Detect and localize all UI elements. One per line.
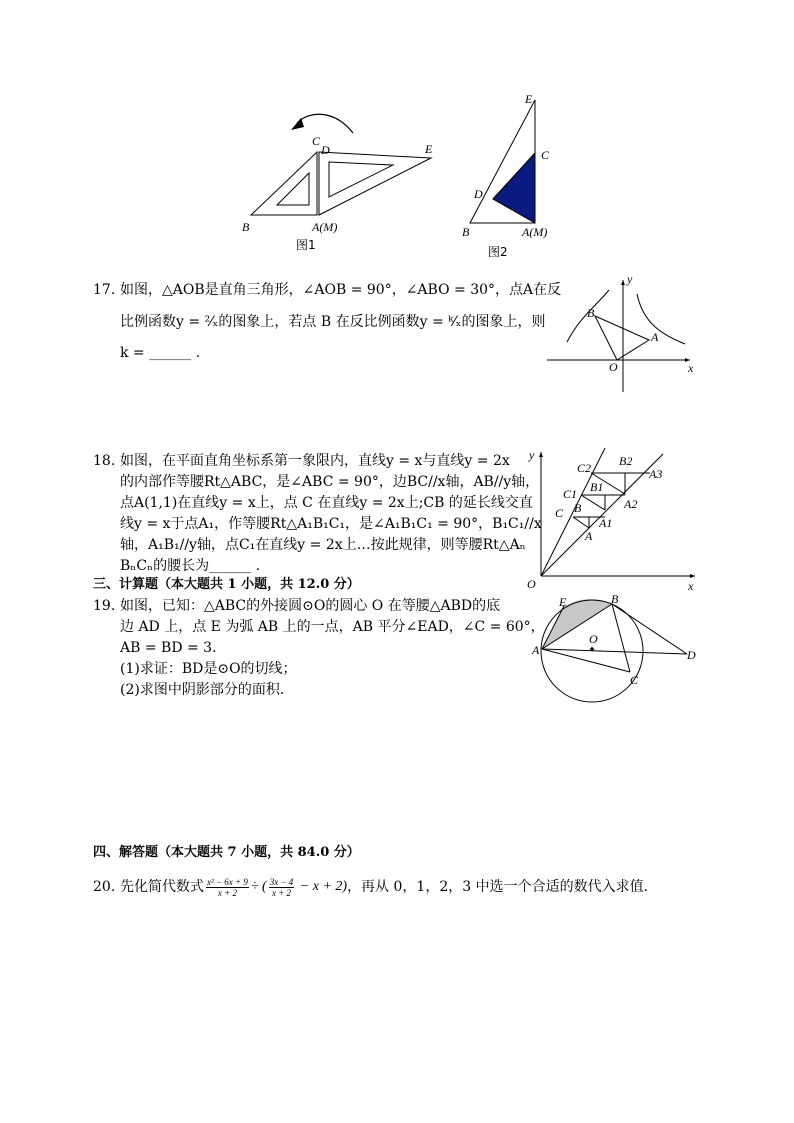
q20-text-after: ，再从 0，1，2，3 中选一个合适的数代入求值． xyxy=(347,879,658,895)
figure-q18 xyxy=(525,448,700,588)
q18-line-5: 轴，A₁B₁//y轴，点C₁在直线y = 2x上…按此规律，则等腰Rt△Aₙ xyxy=(120,537,526,553)
q17-fig-label-b: B xyxy=(587,306,595,320)
q19-line-4: (1)求证：BD是⊙O的切线； xyxy=(120,661,297,677)
q17-fig-label-a: A xyxy=(651,330,659,344)
q18-fig-label-y: y xyxy=(529,448,535,462)
q19-line-2: 边 AD 上，点 E 为弧 AB 上的一点，AB 平分∠EAD，∠C = 60°， xyxy=(120,619,545,635)
q18-fig-label-a1: A1 xyxy=(599,516,613,530)
q20-frac2-denominator: x + 2 xyxy=(271,887,292,898)
q17-line-2: 比例函数y = ²⁄ₓ的图象上，若点 B 在反比例函数y = ᵏ⁄ₓ的图象上，则 xyxy=(120,314,546,330)
q17-line-3: k = ______ . xyxy=(120,345,201,361)
fig2-label-e: E xyxy=(525,92,533,106)
q20-fraction-1 xyxy=(206,877,249,898)
q18-fig-label-a: A xyxy=(585,529,593,543)
fig1-label-b: B xyxy=(242,220,250,234)
q17-line-1: 如图，△AOB是直角三角形，∠AOB = 90°，∠ABO = 30°，点A在反 xyxy=(120,282,562,298)
q18-line-6: BₙCₙ的腰长为______ . xyxy=(120,558,261,574)
q20-frac1-numerator: x² − 6x + 9 xyxy=(207,876,248,887)
q19-fig-label-b: B xyxy=(611,592,619,606)
q19-fig-label-e: E xyxy=(559,595,567,609)
q18-fig-label-c1: C1 xyxy=(563,487,578,501)
figure-1 xyxy=(235,105,440,255)
figure-q19 xyxy=(532,594,702,704)
q17-fig-label-x: x xyxy=(688,361,694,375)
fig1-caption: 图1 xyxy=(296,238,316,252)
q19-line-5: (2)求图中阴影部分的面积． xyxy=(120,682,294,698)
fig1-label-am: A(M) xyxy=(312,220,338,234)
q18-fig-label-b: B xyxy=(574,501,582,515)
q19-fig-label-c: C xyxy=(630,673,639,687)
q20-text-before: 先化简代数式 xyxy=(120,879,204,895)
q19-number: 19. xyxy=(93,598,116,614)
q19-fig-label-o: O xyxy=(589,632,598,646)
q19-line-1: 如图，已知：△ABC的外接圆⊙O的圆心 O 在等腰△ABD的底 xyxy=(120,598,501,614)
q18-fig-label-x: x xyxy=(688,579,694,593)
q17-number: 17. xyxy=(93,282,116,298)
q19-fig-label-d: D xyxy=(687,648,696,662)
q18-fig-label-c: C xyxy=(555,506,564,520)
q20-fraction-2 xyxy=(269,877,295,898)
q18-fig-label-b2: B2 xyxy=(619,454,633,468)
q18-line-2: 的内部作等腰Rt△ABC，是∠ABC = 90°，边BC//x轴，AB//y轴， xyxy=(120,474,540,490)
q18-fig-label-o: O xyxy=(527,577,536,591)
fig1-label-d: D xyxy=(321,143,330,157)
q18-fig-label-a3: A3 xyxy=(649,467,663,481)
q18-line-3: 点A(1,1)在直线y = x上，点 C 在直线y = 2x上;CB 的延长线交直 xyxy=(120,495,533,511)
q20-number: 20. xyxy=(93,879,116,895)
q20-operator: ÷ ( xyxy=(250,879,267,894)
fig2-caption: 图2 xyxy=(488,245,508,259)
fig2-label-c: C xyxy=(541,148,550,162)
fig2-label-d: D xyxy=(474,187,483,201)
fig2-label-b: B xyxy=(462,225,470,239)
figure-2 xyxy=(465,95,565,230)
figure-q17 xyxy=(545,272,700,397)
q19-line-3: AB = BD = 3． xyxy=(120,640,227,656)
q18-line-4: 线y = x于点A₁，作等腰Rt△A₁B₁C₁，是∠A₁B₁C₁ = 90°，B₁C₁//x xyxy=(120,516,542,532)
fig1-label-e: E xyxy=(425,142,433,156)
q17-fig-label-y: y xyxy=(627,272,633,286)
q18-fig-label-c2: C2 xyxy=(577,461,592,475)
q18-fig-label-b1: B1 xyxy=(590,480,604,494)
fig1-label-c: C xyxy=(312,134,321,148)
section-3-heading: 三、计算题（本大题共 1 小题，共 12.0 分） xyxy=(93,577,360,592)
q20-tail-expression: − x + 2) xyxy=(296,879,348,894)
q20-frac1-denominator: x + 2 xyxy=(217,887,237,898)
q20-row xyxy=(93,872,658,902)
q20-frac2-numerator: 3x − 4 xyxy=(269,876,294,887)
q17-fig-label-o: O xyxy=(609,360,618,374)
q19-fig-label-a: A xyxy=(532,643,540,657)
q18-fig-label-a2: A2 xyxy=(624,497,638,511)
q18-line-1: 如图，在平面直角坐标系第一象限内，直线y = x与直线y = 2x xyxy=(120,453,510,469)
section-4-heading: 四、解答题（本大题共 7 小题，共 84.0 分） xyxy=(93,845,360,860)
fig2-label-am: A(M) xyxy=(522,225,548,239)
q18-number: 18. xyxy=(93,453,116,469)
